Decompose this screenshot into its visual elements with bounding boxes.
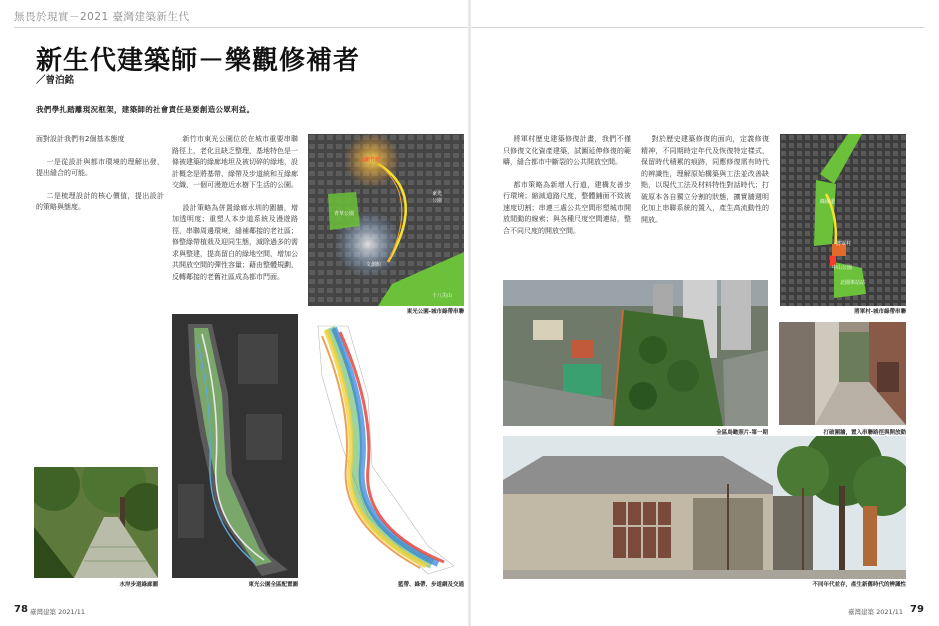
caption-diagram: 藍帶、綠帶、步道網及交通 (397, 582, 464, 588)
right-column-2 (641, 134, 769, 237)
caption-map-right: 將軍村-城市綠帶串聯 (854, 309, 906, 315)
aerial-map-graphic (308, 134, 464, 306)
map-label-b: 將軍村 (836, 241, 852, 247)
footer-left: 臺灣建築 2021/11 (30, 608, 86, 616)
map-label-mountain: 十八尖山 (432, 293, 453, 299)
map-label-park: 東光公園 (432, 191, 443, 204)
network-diagram (308, 316, 464, 578)
trail-photo-graphic (34, 467, 158, 578)
map-label-c: 中山公園 (832, 265, 853, 271)
caption-house: 不同年代並存，產生新舊時代的辨識性 (812, 582, 906, 588)
article-author: ／曾泊銘 (36, 75, 75, 86)
master-plan-graphic (172, 314, 298, 578)
photo-waterfront-trail (34, 467, 158, 578)
series-heading: 無畏於現實－2021 臺灣建築新生代 (14, 11, 190, 23)
photo-corridor (779, 322, 906, 425)
paragraph: 都市策略為新增人行道，建構友善步行環境；縮減道路尺度，整體鋪面不致被速度切割；串連三處公共空間形塑城市開放閒動的線索；與各種尺度空間連結，整合不同尺度的開放空間。 (503, 180, 631, 235)
paragraph: 設計策略為併置綠廊水圳的圍牆，增加透明度；重塑人本步道系統及漫遊路徑，串聯周邊環境，縫補鄰接的老社區；修整綠帶植栽及迎同生態，減除過多的需求與整建，提高留白的綠地空間，增加公共開放空間的彈性容量；藉由整體規劃，反轉鄰接的老舊社區成為都市門面。 (172, 203, 298, 281)
map-dongguang-park (308, 134, 464, 306)
page-number-left: 78 (14, 604, 28, 615)
caption-map-left: 東光公園-城市綠帶串聯 (406, 309, 464, 315)
map-label-a: 綠園道 (820, 199, 836, 205)
caption-corridor: 打破圍牆，置入串聯路徑與開放動 (823, 430, 906, 436)
paragraph: 對於歷史建築修復的面向，定義修復精神，不同期時定年代及恢復特定樣式，保留時代積累的痕跡，同應修復需有時代的辨識性，理解原始構築與工法並改善缺點，以現代工法及材料特性對話時代；打破原本各自獨立分割的狀態，擴實牆週明化加上串聯系統的置入，產生高流動性的開放。 (641, 135, 769, 224)
page-number-right: 79 (910, 604, 924, 615)
photo-aerial-view (503, 280, 768, 426)
caption-aerial: 全區鳥瞰照片-第一期 (716, 430, 768, 436)
footer-right: 臺灣建築 2021/11 (848, 608, 904, 616)
right-column-1 (503, 134, 631, 248)
map-general-village (780, 134, 906, 306)
paragraph: 二是梳理設計的核心價值，提出設計的策略與態度。 (36, 191, 164, 211)
map-label-green: 青草公園 (334, 211, 355, 217)
map-label-d: 北園車站站 (840, 280, 866, 286)
paragraph: 新竹市東光公園位於在城市重要串聯路徑上，老化且缺乏整理，基地特色是一條被建築的綠廊地坦及被切碎的綠地，設計概念是將基帶、綠帶及步道統和互綠廊交織，一個可漫遊近水樹下生活的公園。 (172, 135, 298, 189)
caption-plan: 東光公園全區配置圖 (248, 582, 298, 588)
aerial-photo-graphic (503, 280, 768, 426)
caption-trail: 水岸步道綠廊圖 (119, 582, 158, 588)
map-label-center: 文創館 (366, 262, 382, 268)
page-gutter (468, 0, 471, 626)
paragraph: 面對設計我們有2個基本態度 (36, 135, 125, 143)
left-column-1 (36, 134, 164, 225)
map-label-north: 北新竹站 (360, 157, 381, 163)
paragraph: 將軍村歷史建築修復計畫，我們不僅只修復文化資產建築，試圖延伸修復的範疇，縫合都市中斷裂的公共開放空間。 (503, 135, 631, 166)
paragraph: 一是從設計與都市環境的理解出發，提出縫合的可能。 (36, 157, 164, 177)
photo-historic-house (503, 436, 906, 579)
left-column-2 (172, 134, 298, 294)
master-plan-drawing (172, 314, 298, 578)
corridor-photo-graphic (779, 322, 906, 425)
house-photo-graphic (503, 436, 906, 579)
network-diagram-graphic (308, 316, 464, 578)
article-lead: 我們學扎踏離現況框架，建築師的社會責任是要創造公眾利益。 (36, 105, 255, 114)
article-title: 新生代建築師－樂觀修補者 (36, 46, 361, 76)
